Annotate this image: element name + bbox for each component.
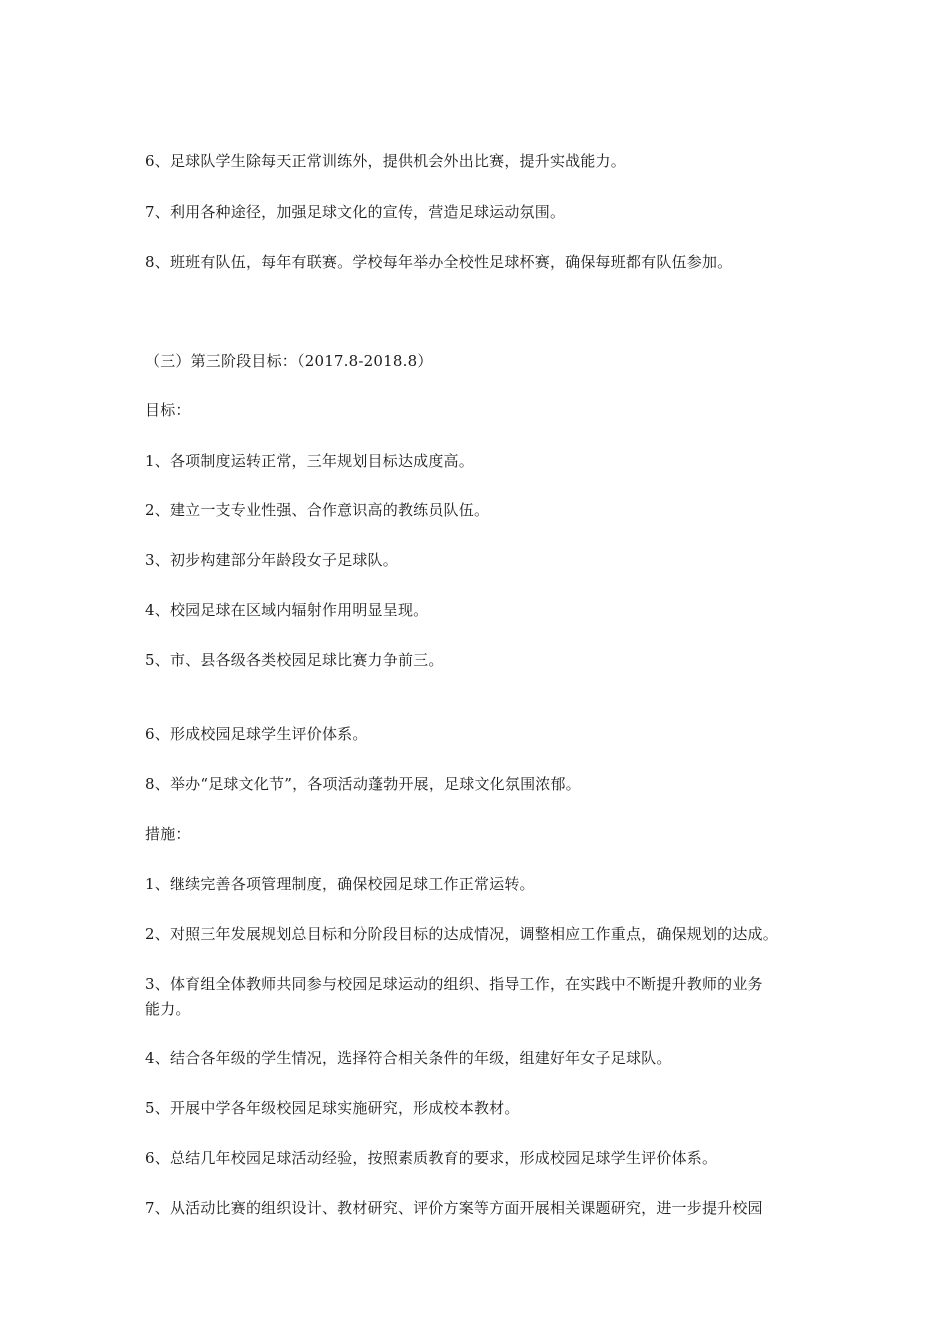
measure-item-7: 7、从活动比赛的组织设计、教材研究、评价方案等方面开展相关课题研究，进一步提升校园: [145, 1199, 763, 1217]
goal-item-8: 8、班班有队伍，每年有联赛。学校每年举办全校性足球杯赛，确保每班都有队伍参加。: [145, 253, 733, 271]
measure-item-4: 4、结合各年级的学生情况，选择符合相关条件的年级，组建好年女子足球队。: [145, 1049, 672, 1067]
goal-item-7: 7、利用各种途径，加强足球文化的宣传，营造足球运动氛围。: [145, 203, 566, 221]
measures-label: 措施：: [145, 825, 191, 843]
measure-item-3-line-2: 能力。: [145, 1000, 191, 1018]
measure-item-2: 2、对照三年发展规划总目标和分阶段目标的达成情况，调整相应工作重点，确保规划的达成。: [145, 925, 778, 943]
goal-item-6: 6、足球队学生除每天正常训练外，提供机会外出比赛，提升实战能力。: [145, 152, 626, 170]
measure-item-6: 6、总结几年校园足球活动经验，按照素质教育的要求，形成校园足球学生评价体系。: [145, 1149, 718, 1167]
goals-label: 目标：: [145, 401, 191, 419]
stage-three-goal-8: 8、举办“足球文化节”，各项活动蓬勃开展，足球文化氛围浓郁。: [145, 775, 581, 793]
measure-item-1: 1、继续完善各项管理制度，确保校园足球工作正常运转。: [145, 875, 535, 893]
stage-three-goal-5: 5、市、县各级各类校园足球比赛力争前三。: [145, 651, 444, 669]
stage-three-goal-3: 3、初步构建部分年龄段女子足球队。: [145, 551, 398, 569]
document-page: [145, 0, 825, 1344]
stage-three-goal-1: 1、各项制度运转正常，三年规划目标达成度高。: [145, 452, 474, 470]
measure-item-3-line-1: 3、体育组全体教师共同参与校园足球运动的组织、指导工作，在实践中不断提升教师的业务: [145, 975, 763, 993]
stage-three-goal-2: 2、建立一支专业性强、合作意识高的教练员队伍。: [145, 501, 490, 519]
stage-three-goal-6: 6、形成校园足球学生评价体系。: [145, 725, 368, 743]
stage-three-goal-4: 4、校园足球在区域内辐射作用明显呈现。: [145, 601, 429, 619]
measure-item-5: 5、开展中学各年级校园足球实施研究，形成校本教材。: [145, 1099, 520, 1117]
section-heading-stage-three: （三）第三阶段目标：（2017.8-2018.8）: [145, 352, 433, 370]
